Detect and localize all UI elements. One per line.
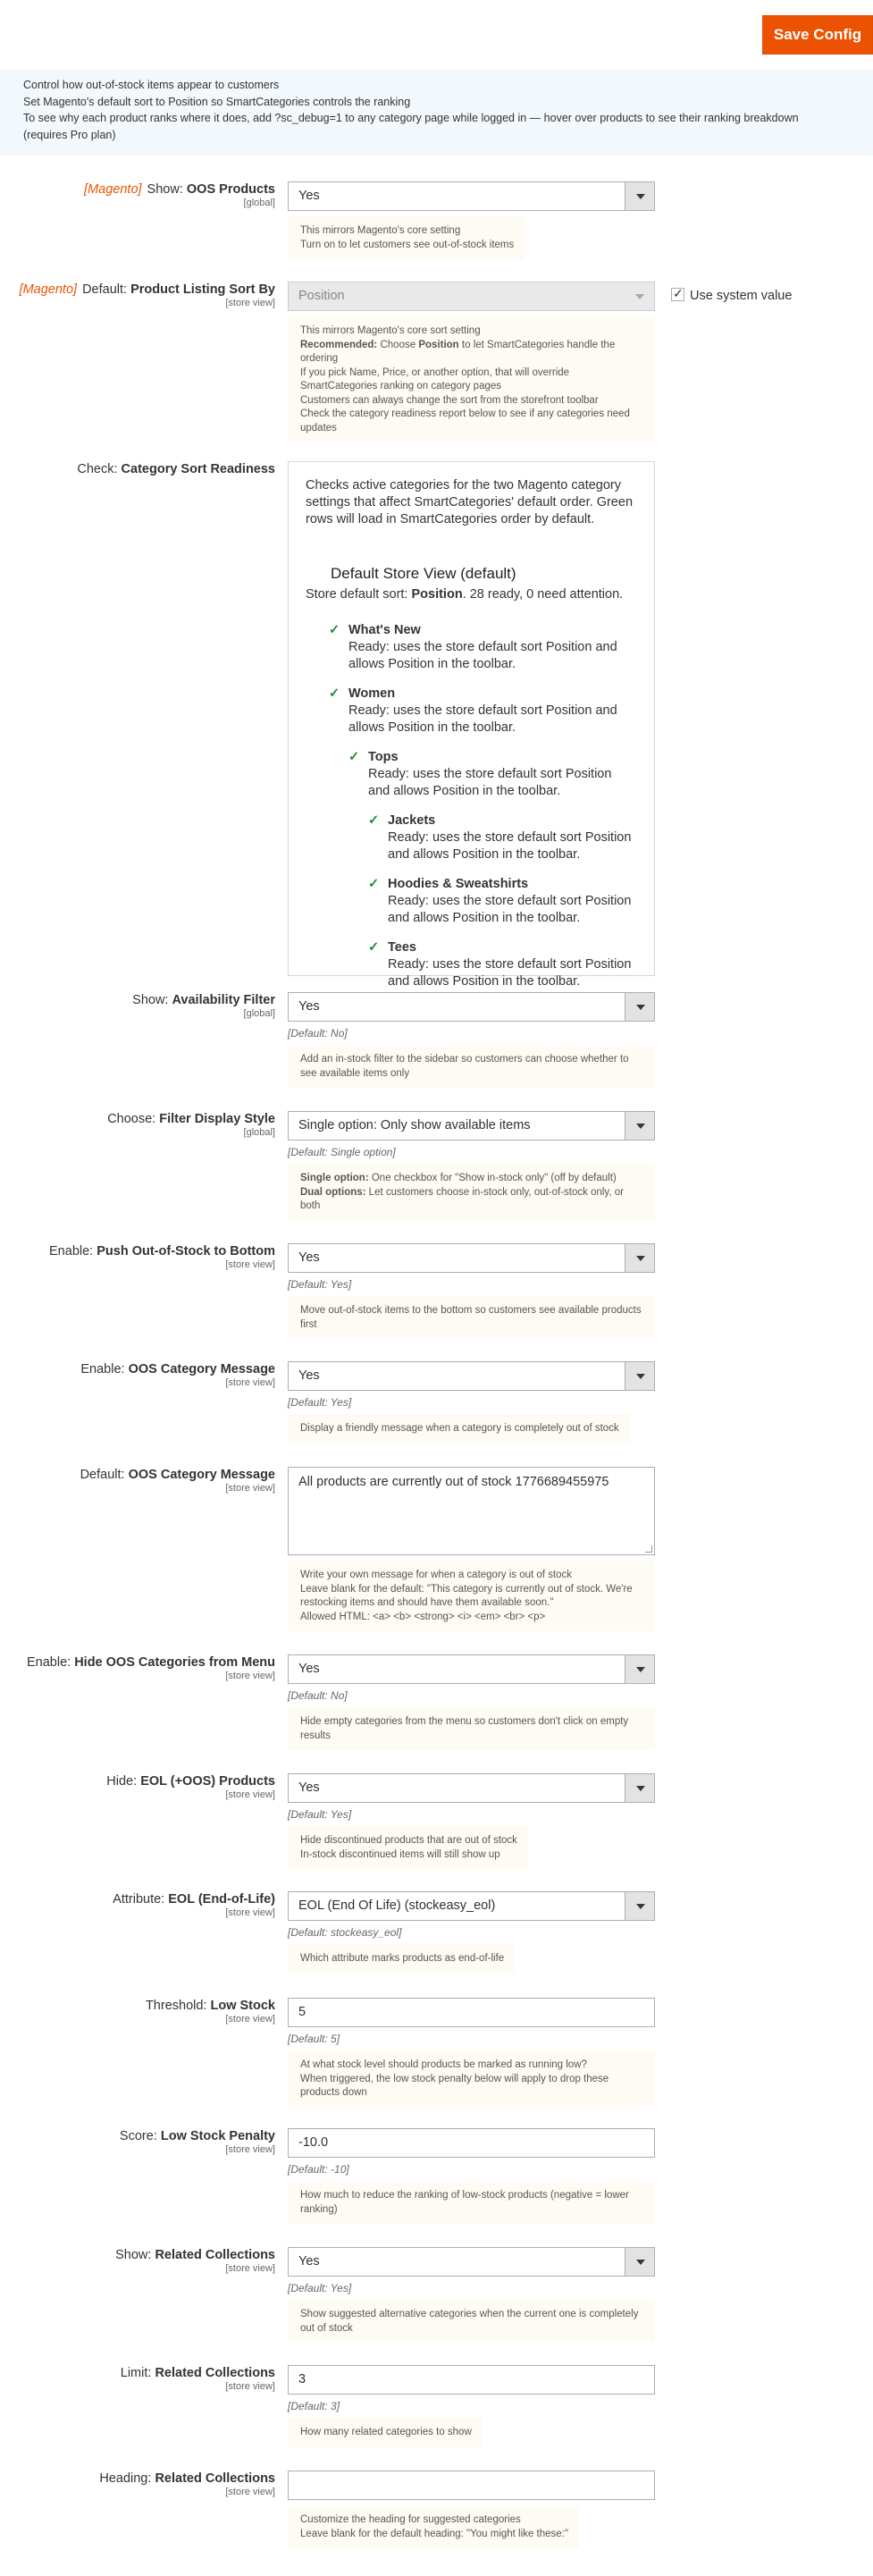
field-note (288, 1944, 515, 1974)
note-line: This mirrors Magento's core sort setting (300, 325, 481, 336)
label-name: Push Out-of-Stock to Bottom (97, 1244, 275, 1259)
label-verb: Enable: (80, 1362, 125, 1376)
field-label (0, 2247, 275, 2275)
field-note (288, 1164, 655, 1221)
check-icon: ✓ (329, 623, 340, 637)
chevron-down-icon (625, 993, 654, 1021)
scope-label: [store view] (225, 2144, 275, 2155)
field-note (288, 1045, 655, 1088)
label-verb: Attribute: (113, 1892, 165, 1907)
scope-label: [global] (243, 1127, 275, 1138)
scope-label: [store view] (225, 1483, 275, 1494)
note-line: This mirrors Magento's core setting (300, 225, 461, 236)
readiness-item (348, 749, 634, 800)
field-label (0, 1773, 275, 1801)
note-line: Show suggested alternative categories when the current one is completely out of stock (300, 2309, 639, 2334)
field-note (288, 2300, 655, 2343)
chevron-down-icon (625, 1244, 654, 1272)
readiness-item (329, 686, 634, 737)
note-line: Turn on to let customers see out-of-stock items (300, 239, 515, 250)
scope-label: [store view] (225, 1907, 275, 1918)
field-label (0, 282, 275, 309)
field-note (288, 1414, 630, 1444)
field-label (0, 1654, 275, 1682)
hide-oos-categories-select[interactable] (288, 1654, 655, 1684)
check-icon: ✓ (329, 686, 340, 701)
oos-category-message-enable-select[interactable] (288, 1361, 655, 1391)
default-value-hint: [Default: No] (288, 1027, 348, 1040)
chevron-down-icon (625, 1655, 654, 1683)
chevron-down-icon (625, 2248, 654, 2276)
scope-label: [store view] (225, 2381, 275, 2392)
note-line: Which attribute marks products as end-of-life (300, 1953, 505, 1964)
sort-by-select[interactable] (288, 282, 655, 311)
field-label (0, 1891, 275, 1919)
item-status: Ready: uses the store default sort Position and allows Position in the toolbar. (348, 703, 617, 735)
label-name: EOL (End-of-Life) (168, 1892, 275, 1907)
field-note (288, 2181, 655, 2224)
label-verb: Enable: (49, 1244, 94, 1259)
scope-label: [store view] (225, 1789, 275, 1800)
chevron-down-icon (625, 1112, 654, 1140)
label-name: Related Collections (155, 2248, 275, 2262)
label-name: EOL (+OOS) Products (140, 1774, 275, 1789)
field-label (0, 181, 275, 209)
label-verb: Hide: (106, 1774, 138, 1789)
chevron-down-icon (625, 282, 654, 310)
note-bold: Single option: (300, 1173, 369, 1183)
select-value: Yes (298, 1368, 320, 1383)
info-line: Set Magento's default sort to Position so SmartCategories controls the ranking (23, 95, 411, 108)
related-collections-show-select[interactable] (288, 2247, 655, 2277)
scope-label: [store view] (225, 2487, 275, 2497)
note-line: How much to reduce the ranking of low-stock products (negative = lower ranking) (300, 2190, 629, 2215)
check-icon: ✓ (368, 813, 380, 828)
default-value-hint: [Default: 3] (288, 2400, 340, 2412)
info-line: (requires Pro plan) (23, 128, 116, 141)
field-label (0, 992, 275, 1020)
eol-attribute-select[interactable] (288, 1891, 655, 1921)
field-note (288, 2505, 579, 2548)
label-verb: Default: (82, 282, 128, 297)
filter-display-style-select[interactable] (288, 1111, 655, 1141)
note-line: Hide empty categories from the menu so customers don't click on empty results (300, 1716, 629, 1741)
label-verb: Default: (80, 1468, 125, 1482)
readiness-intro: Checks active categories for the two Magento category settings that affect SmartCategories' default order. Green rows will load in SmartCategories order by default. (306, 478, 634, 526)
scope-label: [store view] (225, 1377, 275, 1388)
scope-label: [store view] (225, 2014, 275, 2025)
scope-label: [store view] (225, 1259, 275, 1270)
readiness-item (368, 812, 638, 863)
page-actions-bar (0, 0, 873, 70)
readiness-item (329, 622, 634, 673)
note-line (300, 1186, 644, 1214)
use-system-value[interactable] (671, 288, 792, 303)
field-label (0, 1467, 275, 1494)
label-verb: Limit: (120, 2366, 152, 2380)
note-line: In-stock discontinued items will still show up (300, 1848, 500, 1860)
default-value-hint: [Default: Yes] (288, 1808, 352, 1821)
related-collections-heading-input[interactable] (288, 2471, 655, 2500)
select-value: Yes (298, 999, 320, 1014)
note-line: How many related categories to show (300, 2427, 472, 2437)
note-line: Move out-of-stock items to the bottom so customers see available products first (300, 1305, 642, 1330)
default-value-hint: [Default: Yes] (288, 1278, 352, 1291)
note-line: Leave blank for the default: "This category is currently out of stock. We're restocking items and should have them available soon." (300, 1583, 633, 1608)
label-verb: Threshold: (145, 1999, 207, 2013)
check-icon: ✓ (368, 877, 380, 891)
field-note (288, 1826, 528, 1869)
field-label (0, 2365, 275, 2393)
label-name: Product Listing Sort By (130, 282, 275, 297)
field-label (0, 1998, 275, 2025)
default-value-hint: [Default: 5] (288, 2033, 340, 2045)
summary-sort: Position (411, 587, 463, 602)
related-collections-limit-input[interactable]: 3 (288, 2365, 655, 2395)
scope-label: [store view] (225, 2263, 275, 2274)
use-system-value-checkbox[interactable] (671, 288, 684, 301)
item-name: Tees (388, 940, 416, 955)
oos-products-select[interactable] (288, 181, 655, 211)
note-line: At what stock level should products be marked as running low? (300, 2059, 587, 2070)
label-name: Related Collections (155, 2366, 275, 2380)
item-status: Ready: uses the store default sort Position and allows Position in the toolbar. (388, 830, 632, 862)
label-name: OOS Products (186, 182, 275, 197)
scope-label: [global] (243, 1008, 275, 1019)
item-status: Ready: uses the store default sort Position and allows Position in the toolbar. (368, 767, 612, 798)
field-note (288, 2050, 655, 2108)
item-status: Ready: uses the store default sort Position and allows Position in the toolbar. (388, 894, 632, 925)
label-name: OOS Category Message (128, 1362, 275, 1376)
item-status: Ready: uses the store default sort Position and allows Position in the toolbar. (348, 640, 617, 671)
note-line: Hide discontinued products that are out of stock (300, 1835, 517, 1846)
note-text: to let SmartCategories handle the ordering (300, 339, 616, 364)
label-verb: Enable: (26, 1655, 71, 1670)
field-note (288, 1296, 655, 1339)
field-note (288, 316, 655, 442)
note-line: Write your own message for when a category is out of stock (300, 1570, 573, 1580)
select-value: Yes (298, 1662, 320, 1676)
field-label (0, 1361, 275, 1389)
field-label (0, 1243, 275, 1271)
label-name: Low Stock (210, 1999, 275, 2013)
item-name: Women (348, 686, 396, 701)
note-line: Leave blank for the default heading: "You might like these:" (300, 2528, 568, 2539)
label-verb: Heading: (99, 2471, 152, 2486)
scope-label: [global] (243, 198, 275, 208)
availability-filter-select[interactable] (288, 992, 655, 1022)
summary-text: Store default sort: (306, 587, 408, 602)
check-icon: ✓ (368, 940, 380, 955)
store-heading: Default Store View (default) (331, 565, 516, 582)
field-note (288, 216, 525, 259)
note-line: Customers can always change the sort from the storefront toolbar (300, 394, 599, 406)
default-value-hint: [Default: Yes] (288, 1396, 352, 1409)
checkbox-label: Use system value (690, 289, 793, 303)
low-stock-threshold-input[interactable]: 5 (288, 1998, 655, 2027)
push-oos-bottom-select[interactable] (288, 1243, 655, 1273)
section-comment (0, 70, 873, 156)
note-bold: Position (418, 339, 459, 350)
label-name: OOS Category Message (128, 1468, 275, 1482)
chevron-down-icon (625, 182, 654, 210)
select-value: Single option: Only show available items (298, 1118, 531, 1132)
label-name: Filter Display Style (159, 1112, 275, 1126)
check-icon: ✓ (348, 750, 360, 764)
info-line: To see why each product ranks where it does, add ?sc_debug=1 to any category page while logged in — hover over products to see their ranking breakdown (23, 112, 799, 124)
oos-category-message-default-textarea[interactable]: All products are currently out of stock 1776689455975 (288, 1467, 655, 1555)
note-line: Display a friendly message when a category is completely out of stock (300, 1423, 619, 1434)
label-verb: Show: (132, 993, 169, 1007)
readiness-report-panel[interactable] (288, 461, 655, 989)
select-value: Yes (298, 1780, 320, 1795)
label-name: Hide OOS Categories from Menu (74, 1655, 275, 1670)
label-verb: Show: (115, 2248, 152, 2262)
label-verb: Show: (147, 182, 183, 197)
note-bold: Recommended: (300, 339, 378, 350)
item-name: What's New (348, 623, 421, 637)
item-name: Hoodies & Sweatshirts (388, 877, 529, 891)
note-line: Allowed HTML: <a> <b> <strong> <i> <em> <br> <p> (300, 1611, 546, 1622)
summary-text: . 28 ready, 0 need attention. (462, 587, 624, 602)
field-note (288, 1561, 655, 1631)
save-config-button[interactable]: Save Config (762, 15, 873, 55)
label-name: Related Collections (155, 2471, 275, 2486)
label-verb: Choose: (107, 1112, 156, 1126)
note-line: When triggered, the low stock penalty below will apply to drop these products down (300, 2073, 609, 2098)
default-value-hint: [Default: No] (288, 1689, 348, 1702)
chevron-down-icon (625, 1774, 654, 1802)
default-value-hint: [Default: -10] (288, 2163, 349, 2176)
readiness-item (368, 876, 638, 927)
label-verb: Score: (119, 2129, 157, 2143)
field-label (0, 461, 275, 477)
magento-prefix: [Magento] (84, 182, 142, 197)
select-value: Position (298, 289, 345, 303)
low-stock-penalty-input[interactable]: -10.0 (288, 2128, 655, 2158)
label-name: Availability Filter (172, 993, 275, 1007)
default-value-hint: [Default: stockeasy_eol] (288, 1926, 402, 1939)
chevron-down-icon (625, 1892, 654, 1920)
scope-label: [store view] (225, 298, 275, 308)
field-label (0, 2471, 275, 2498)
field-note (288, 2418, 483, 2447)
chevron-down-icon (625, 1362, 654, 1390)
note-line: If you pick Name, Price, or another option, that will override SmartCategories ranking on category pages (300, 366, 570, 391)
default-value-hint: [Default: Yes] (288, 2282, 352, 2294)
field-label (0, 1111, 275, 1139)
item-name: Jackets (388, 813, 436, 828)
note-line: Add an in-stock filter to the sidebar so customers can choose whether to see available items only (300, 1054, 629, 1079)
field-note (288, 1707, 655, 1750)
readiness-item (368, 939, 638, 990)
note-text: Choose (380, 339, 416, 350)
note-line (300, 1172, 644, 1186)
magento-prefix: [Magento] (19, 282, 78, 297)
hide-eol-select[interactable] (288, 1773, 655, 1803)
label-name: Category Sort Readiness (121, 462, 275, 476)
label-verb: Check: (77, 462, 118, 476)
note-text: Let customers choose in-stock only, out-of-stock only, or both (300, 1186, 624, 1211)
note-line: Customize the heading for suggested categories (300, 2514, 521, 2525)
default-value-hint: [Default: Single option] (288, 1146, 396, 1158)
note-text: One checkbox for "Show in-stock only" (off by default) (371, 1173, 617, 1183)
select-value: Yes (298, 189, 320, 203)
select-value: Yes (298, 2254, 320, 2269)
field-label (0, 2128, 275, 2156)
select-value: EOL (End Of Life) (stockeasy_eol) (298, 1898, 496, 1913)
label-name: Low Stock Penalty (160, 2129, 275, 2143)
note-bold: Dual options: (300, 1186, 366, 1198)
scope-label: [store view] (225, 1671, 275, 1681)
note-line (300, 339, 644, 366)
select-value: Yes (298, 1250, 320, 1265)
item-name: Tops (368, 750, 399, 764)
store-summary (306, 587, 654, 602)
note-line: Check the category readiness report below to see if any categories need updates (300, 408, 630, 434)
info-line: Control how out-of-stock items appear to customers (23, 79, 280, 91)
item-status: Ready: uses the store default sort Position and allows Position in the toolbar. (388, 957, 632, 989)
